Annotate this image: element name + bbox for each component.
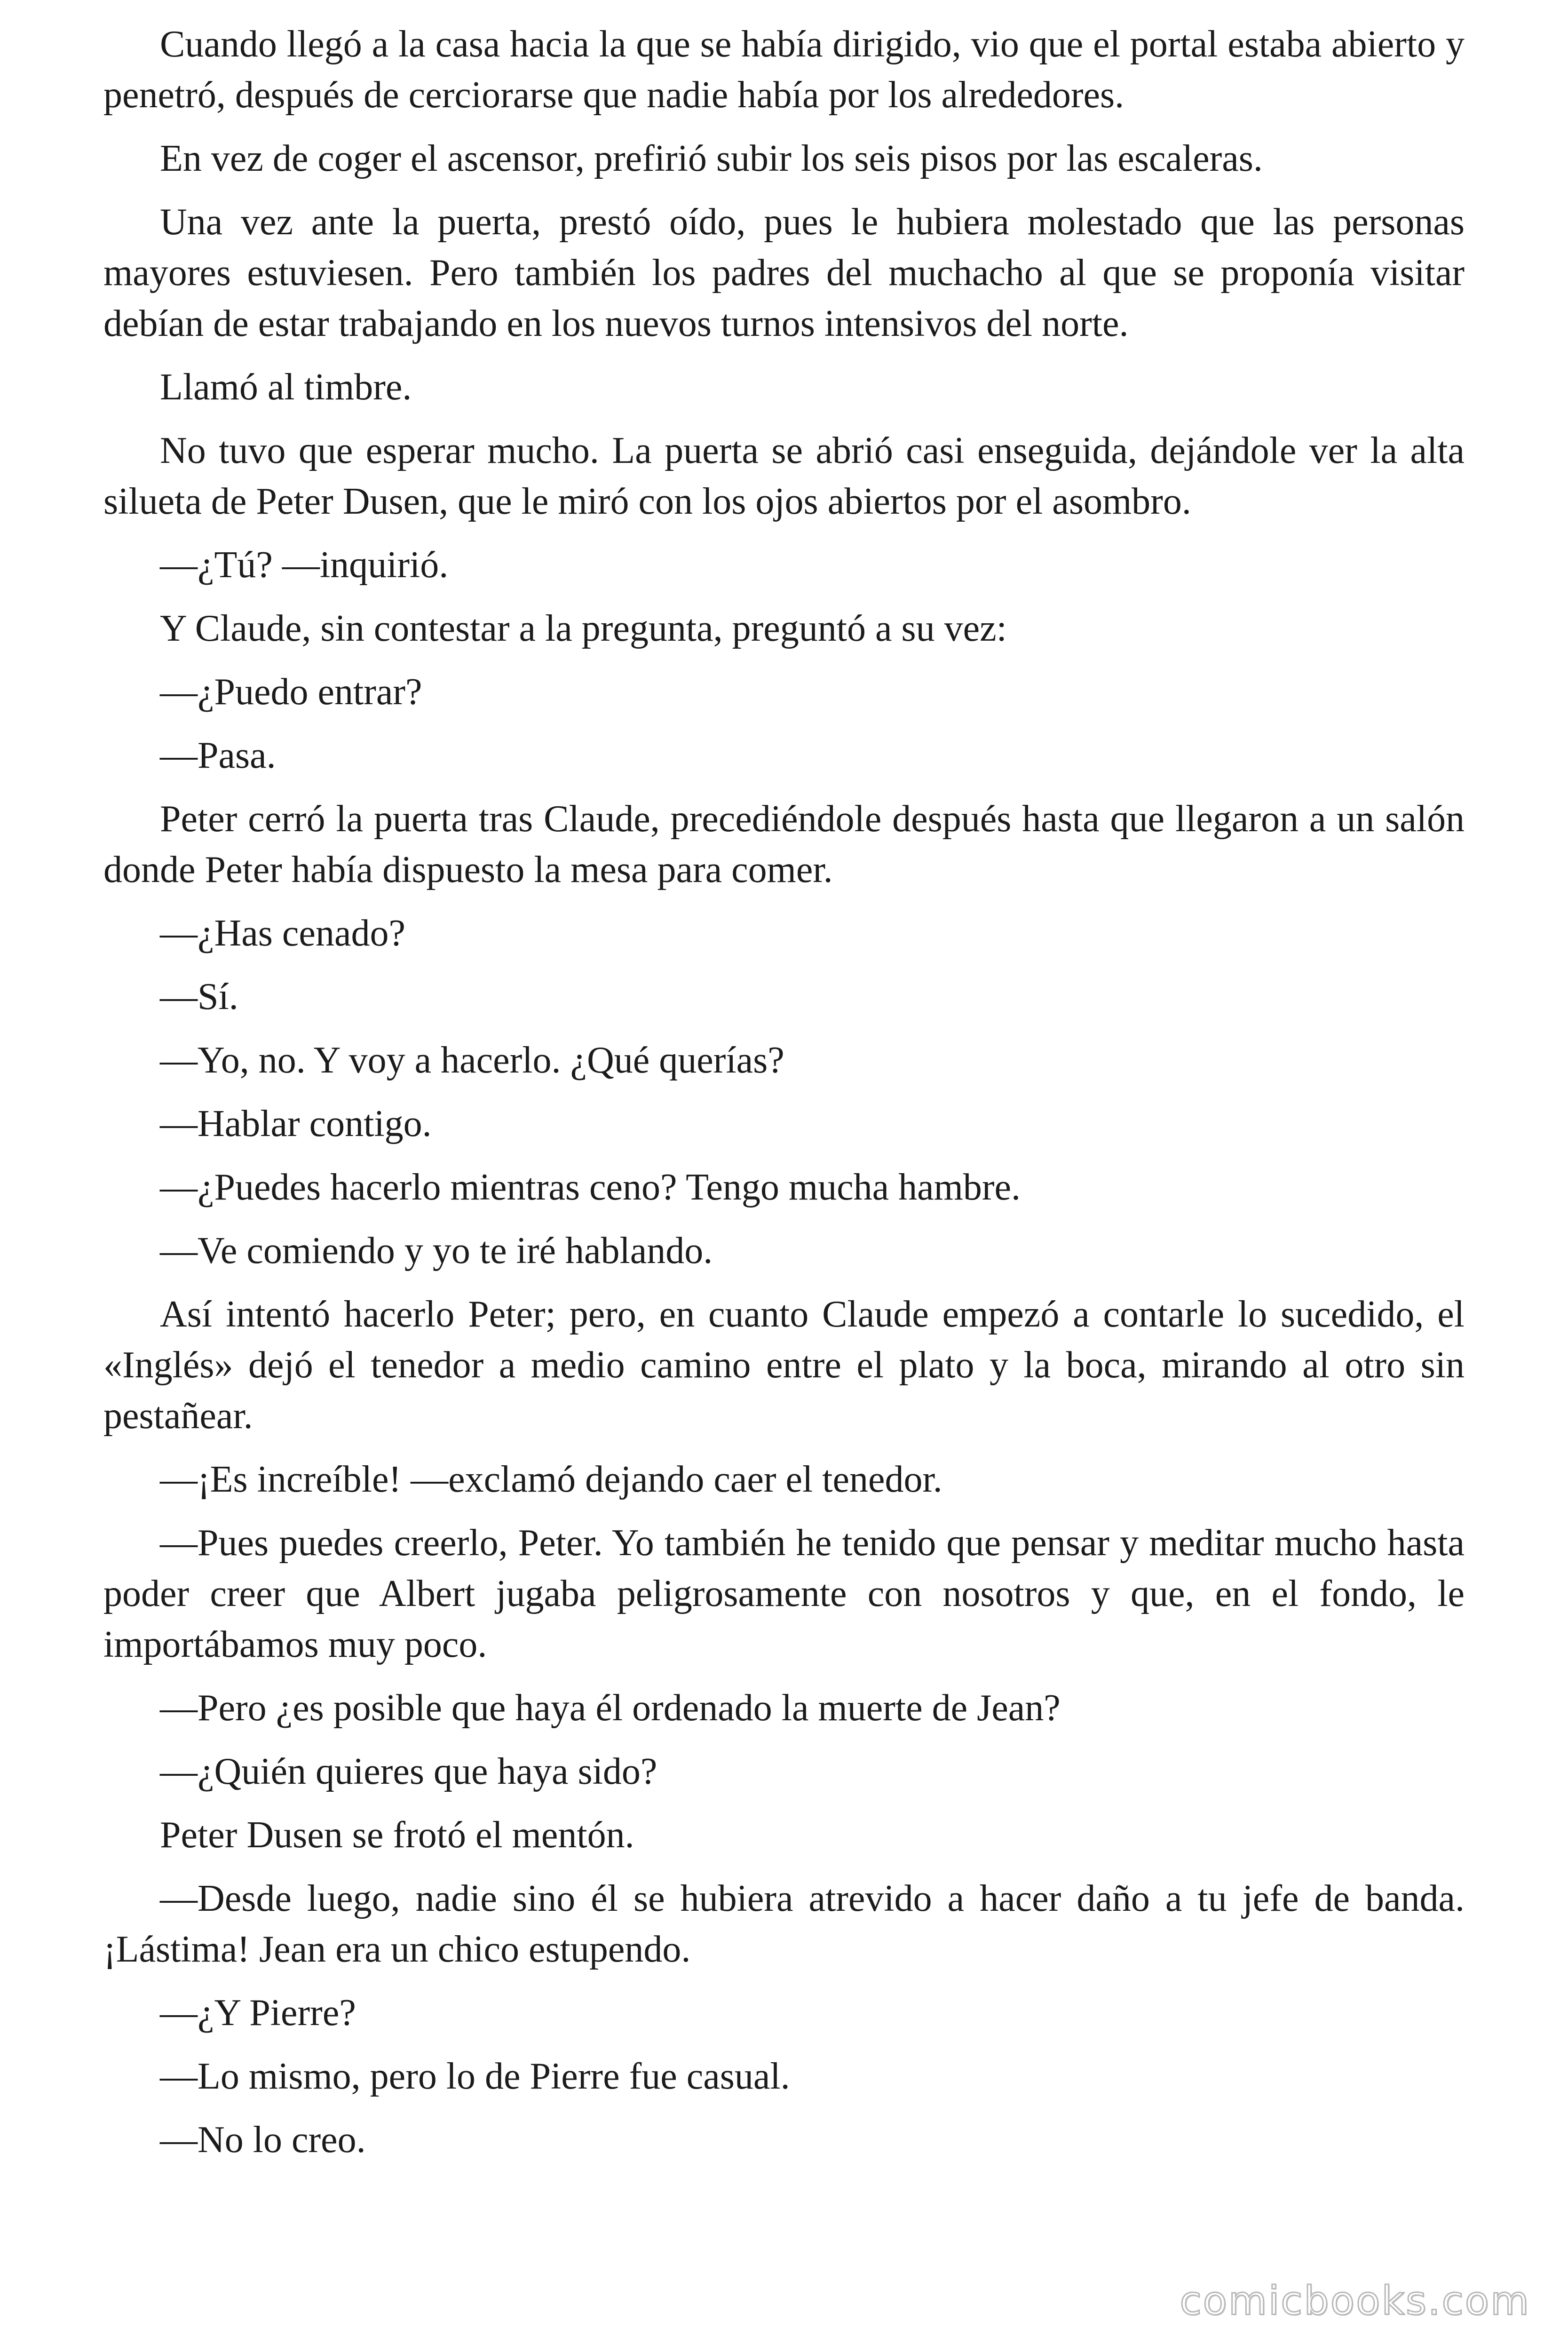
- paragraph: Llamó al timbre.: [160, 366, 412, 408]
- paragraph: Una vez ante la puerta, prestó oído, pues le hubiera molestado que las personas mayores estuviesen. Pero también los padres del muchacho al que se proponía visitar debían de estar trabajando en los nuevos turnos intensivos del norte.: [103, 201, 1465, 344]
- paragraph: —Yo, no. Y voy a hacerlo. ¿Qué querías?: [160, 1040, 784, 1081]
- paragraph: —Ve comiendo y yo te iré hablando.: [160, 1230, 713, 1271]
- page-body: [103, 19, 1465, 2178]
- paragraph: —¡Es increíble! —exclamó dejando caer el tenedor.: [160, 1459, 942, 1500]
- paragraph: —¿Quién quieres que haya sido?: [160, 1751, 657, 1792]
- paragraph: —Pues puedes creerlo, Peter. Yo también he tenido que pensar y meditar mucho hasta poder creer que Albert jugaba peligrosamente con nosotros y que, en el fondo, le importábamos muy poco.: [103, 1522, 1465, 1665]
- paragraph: Y Claude, sin contestar a la pregunta, preguntó a su vez:: [160, 608, 1007, 649]
- paragraph: —¿Y Pierre?: [160, 1992, 356, 2034]
- watermark: comicbooks.com: [1180, 2278, 1530, 2324]
- paragraph: Peter cerró la puerta tras Claude, precediéndole después hasta que llegaron a un salón donde Peter había dispuesto la mesa para comer.: [103, 798, 1465, 890]
- paragraph: No tuvo que esperar mucho. La puerta se abrió casi enseguida, dejándole ver la alta silueta de Peter Dusen, que le miró con los ojos abiertos por el asombro.: [103, 430, 1465, 522]
- paragraph: —Sí.: [160, 976, 238, 1017]
- paragraph: —¿Has cenado?: [160, 913, 405, 954]
- paragraph: —Lo mismo, pero lo de Pierre fue casual.: [160, 2056, 790, 2097]
- paragraph: —¿Puedes hacerlo mientras ceno? Tengo mucha hambre.: [160, 1167, 1021, 1208]
- paragraph: Cuando llegó a la casa hacia la que se había dirigido, vio que el portal estaba abierto y penetró, después de cerciorarse que nadie había por los alrededores.: [103, 24, 1465, 116]
- paragraph: —¿Tú? —inquirió.: [160, 544, 449, 586]
- paragraph: —Pasa.: [160, 735, 276, 776]
- paragraph: —No lo creo.: [160, 2119, 366, 2161]
- paragraph: —Hablar contigo.: [160, 1103, 432, 1144]
- paragraph: En vez de coger el ascensor, prefirió subir los seis pisos por las escaleras.: [160, 138, 1263, 179]
- paragraph: —¿Puedo entrar?: [160, 671, 422, 713]
- paragraph: —Pero ¿es posible que haya él ordenado la muerte de Jean?: [160, 1687, 1061, 1729]
- paragraph: Peter Dusen se frotó el mentón.: [160, 1814, 634, 1856]
- paragraph: —Desde luego, nadie sino él se hubiera atrevido a hacer daño a tu jefe de banda. ¡Lástima! Jean era un chico estupendo.: [103, 1878, 1465, 1970]
- paragraph: Así intentó hacerlo Peter; pero, en cuanto Claude empezó a contarle lo sucedido, el «Inglés» dejó el tenedor a medio camino entre el plato y la boca, mirando al otro sin pestañear.: [103, 1294, 1465, 1437]
